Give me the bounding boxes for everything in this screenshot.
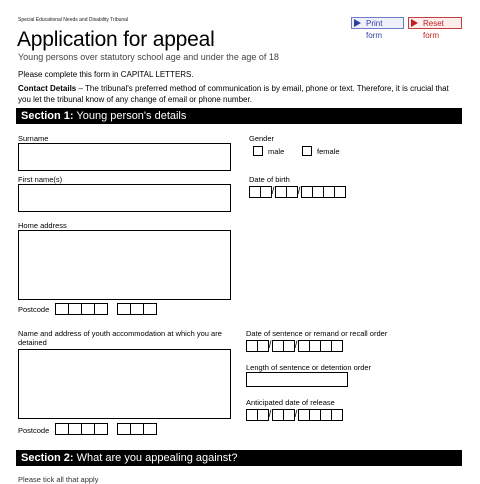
postcode-char[interactable] [143,423,157,435]
youth-accommodation-field[interactable] [18,349,231,419]
sentence-length-field[interactable] [246,372,348,387]
postcode2-label: Postcode [18,426,50,435]
date-separator: / [294,340,298,351]
section-1-header [16,108,462,124]
postcode-char[interactable] [68,303,82,315]
release-date-field[interactable] [246,409,342,421]
postcode-char[interactable] [94,303,108,315]
youth-accommodation-label: Name and address of youth accommodation at which you are detained [18,329,222,347]
accommodation-postcode-outward-field[interactable] [55,423,107,435]
contact-details-note [18,83,458,105]
section-2-title: What are you appealing against? [73,452,238,464]
postcode-char[interactable] [68,423,82,435]
postcode-char[interactable] [55,423,69,435]
gender-label: Gender [249,134,275,143]
date-separator: / [271,186,275,197]
postcode-char[interactable] [143,303,157,315]
surname-label: Surname [18,134,49,143]
sentence-date-label: Date of sentence or remand or recall order [246,329,388,338]
postcode-outward-field[interactable] [55,303,107,315]
page-title: Application for appeal [17,28,215,51]
postcode-char[interactable] [130,423,144,435]
postcode-label: Postcode [18,305,50,314]
dob-year-digit[interactable] [334,186,346,198]
home-address-label: Home address [18,221,67,230]
sentence-year-digit[interactable] [331,340,343,352]
reset-form-label: Reset form [423,19,444,40]
section-1-title: Young person's details [73,110,187,122]
tick-all-instruction: Please tick all that apply [18,475,99,484]
release-year-digit[interactable] [331,409,343,421]
gender-female-checkbox[interactable] [302,146,312,156]
print-flag-icon [354,19,361,27]
date-separator: / [268,409,272,420]
surname-field[interactable] [18,143,231,171]
sentence-date-field[interactable] [246,340,342,352]
print-form-label: Print form [366,19,383,40]
contact-details-text: – The tribunal's preferred method of communication is by email, phone or text. Therefore, it is crucial that you let the tribunal know of any change of email or phone number. [18,84,449,104]
dob-label: Date of birth [249,175,290,184]
gender-male-checkbox[interactable] [253,146,263,156]
section-2-header [16,450,462,466]
sentence-length-label: Length of sentence or detention order [246,363,372,372]
reset-form-button[interactable] [408,17,462,40]
postcode-char[interactable] [130,303,144,315]
reset-flag-icon [411,19,418,27]
postcode-char[interactable] [81,423,95,435]
postcode-char[interactable] [55,303,69,315]
capitals-instruction: Please complete this form in CAPITAL LETTERS. [18,70,194,79]
first-names-field[interactable] [18,184,231,212]
female-label: female [317,147,340,156]
section-2-number: Section 2: [21,452,74,464]
male-label: male [268,147,285,156]
contact-details-heading: Contact Details [18,84,77,93]
print-form-button[interactable] [351,17,404,40]
postcode-inward-field[interactable] [117,303,156,315]
postcode-char[interactable] [94,423,108,435]
date-separator: / [294,409,298,420]
postcode-char[interactable] [117,303,131,315]
postcode-char[interactable] [117,423,131,435]
postcode-char[interactable] [81,303,95,315]
date-separator: / [297,186,301,197]
home-address-field[interactable] [18,230,231,300]
dob-field[interactable] [249,186,345,198]
release-date-label: Anticipated date of release [246,398,335,407]
date-separator: / [268,340,272,351]
accommodation-postcode-inward-field[interactable] [117,423,156,435]
section-1-number: Section 1: [21,110,74,122]
page-subtitle: Young persons over statutory school age and under the age of 18 [18,52,279,62]
tribunal-name: Special Educational Needs and Disability Tribunal [18,17,129,23]
first-names-label: First name(s) [18,175,63,184]
